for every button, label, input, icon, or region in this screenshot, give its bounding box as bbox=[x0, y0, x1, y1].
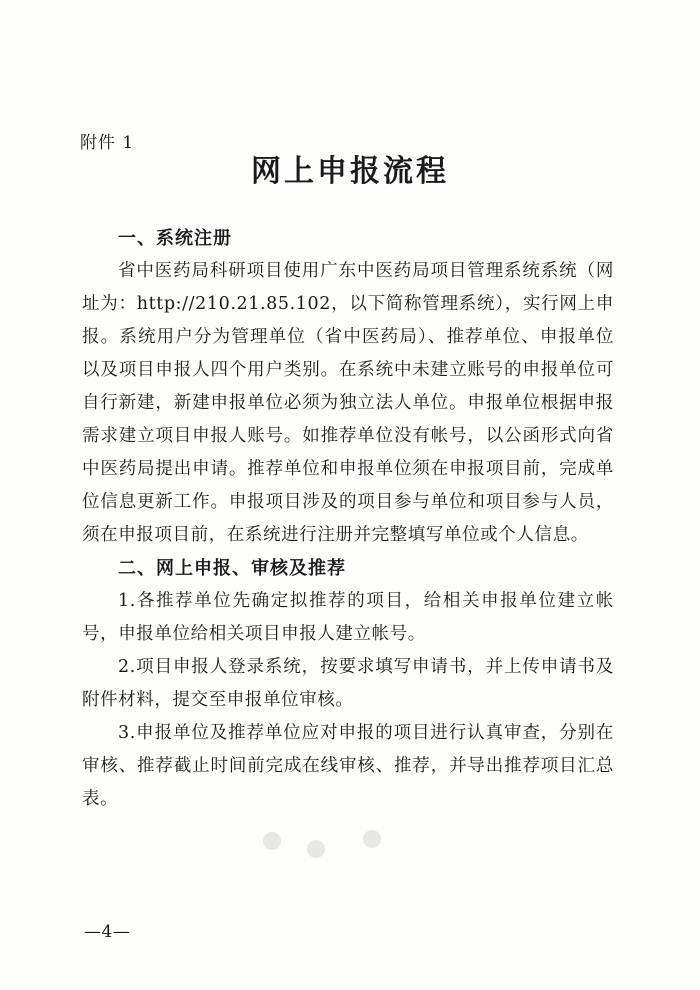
section-paragraph-registration: 省中医药局科研项目使用广东中医药局项目管理系统系统（网址为：http://210.21.85.102，以下简称管理系统），实行网上申报。系统用户分为管理单位（省中医药局）、推荐单位、申报单位以及项目申报人四个用户类别。在系统中未建立账号的申报单位可自行新建，新建申报单位必须为独立法人单位。申报单位根据申报需求建立项目申报人账号。如推荐单位没有帐号，以公函形式向省中医药局提出申请。推荐单位和申报单位须在申报项目前，完成单位信息更新工作。申报项目涉及的项目参与单位和项目参与人员，须在申报项目前，在系统进行注册并完整填写单位或个人信息。 bbox=[82, 261, 614, 545]
section-paragraph-step-1: 1.各推荐单位先确定拟推荐的项目，给相关申报单位建立帐号，申报单位给相关项目申报人建立帐号。 bbox=[82, 591, 614, 644]
faint-stamp-mark bbox=[245, 820, 405, 868]
page-number: —4— bbox=[84, 922, 131, 942]
section-heading-registration: 一、系统注册 bbox=[118, 228, 232, 249]
attachment-label: 附件 1 bbox=[80, 133, 135, 153]
document-body bbox=[82, 222, 614, 816]
section-paragraph-step-2: 2.项目申报人登录系统，按要求填写申请书，并上传申请书及附件材料，提交至申报单位审核。 bbox=[82, 657, 614, 710]
section-paragraph-step-3: 3.申报单位及推荐单位应对申报的项目进行认真审查，分别在审核、推荐截止时间前完成在线审核、推荐，并导出推荐项目汇总表。 bbox=[82, 723, 614, 809]
document-title: 网上申报流程 bbox=[251, 154, 449, 189]
section-heading-submission: 二、网上申报、审核及推荐 bbox=[118, 558, 346, 579]
